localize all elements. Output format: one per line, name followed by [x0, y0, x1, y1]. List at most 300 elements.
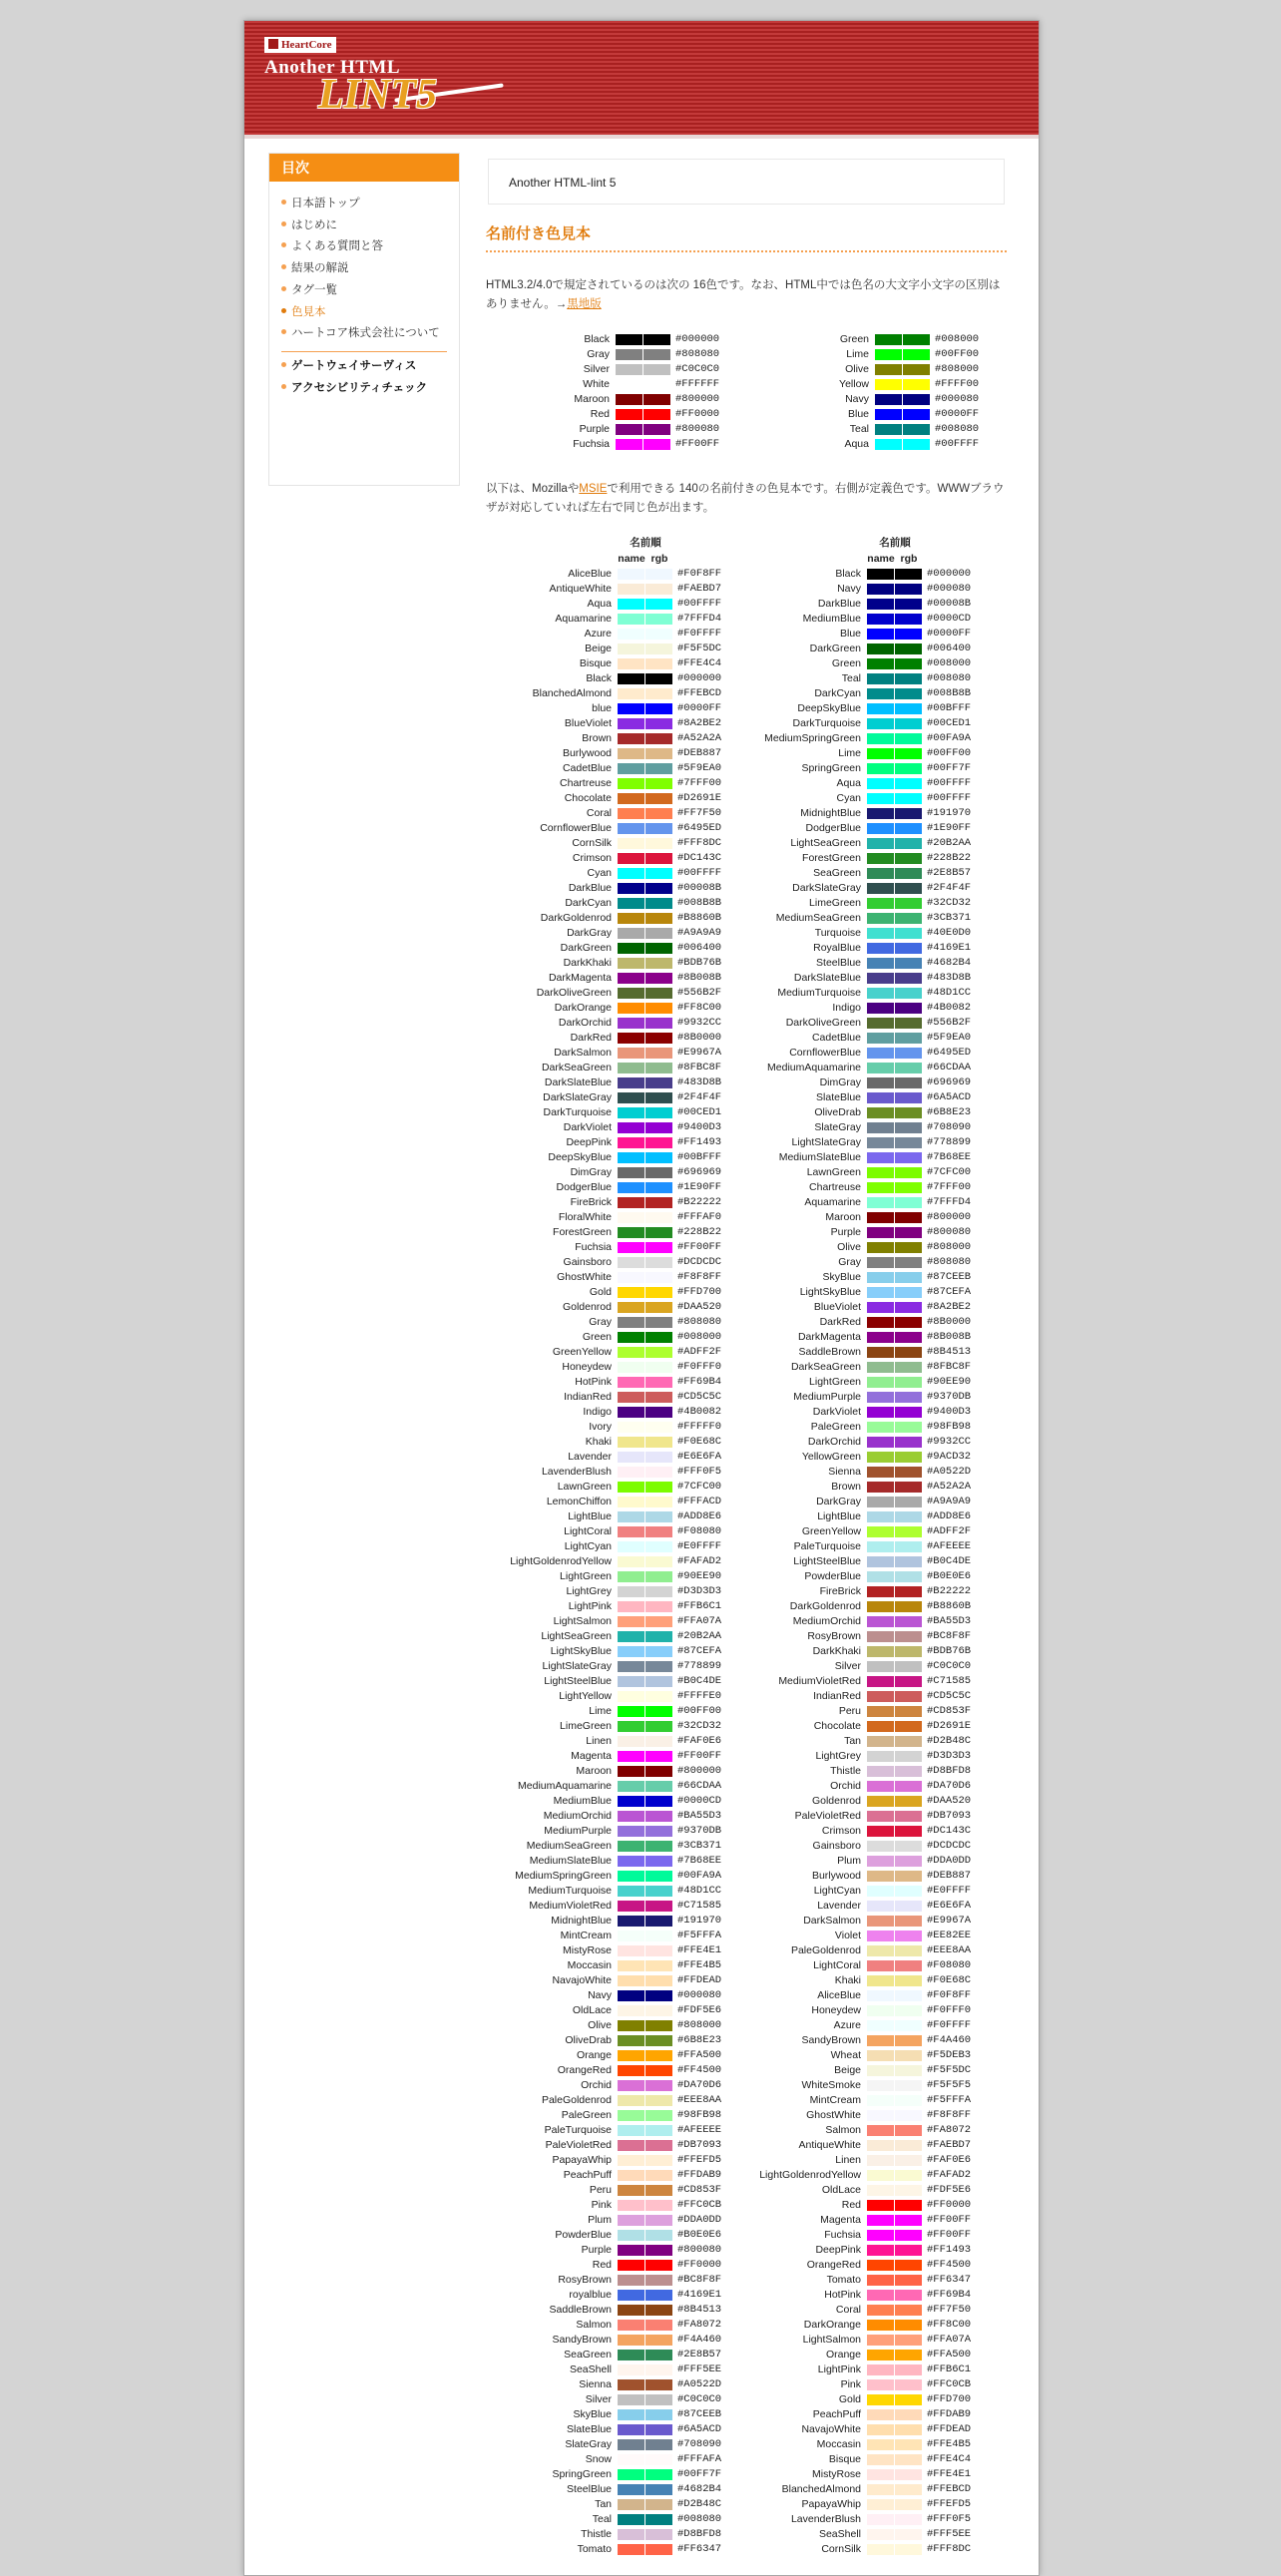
swatch-by-name	[618, 1644, 645, 1659]
swatch-by-rgb	[645, 582, 673, 597]
swatch-by-rgb	[895, 1779, 923, 1794]
color-name: LightGoldenrodYellow	[759, 2169, 861, 2181]
swatch-by-name	[867, 2093, 895, 2108]
color-row	[733, 2303, 971, 2318]
swatch-by-rgb	[645, 2138, 673, 2153]
color-hex: #FFFAFA	[677, 2453, 722, 2465]
color-row	[484, 1210, 721, 1225]
swatch	[895, 1257, 922, 1268]
swatch	[867, 1482, 894, 1493]
color-hex: #FF00FF	[677, 1750, 722, 1762]
swatch-by-name	[618, 1405, 645, 1420]
color-name: Goldenrod	[811, 1795, 861, 1807]
color-hex: #DAA520	[677, 1301, 722, 1313]
color-row	[484, 1704, 721, 1719]
swatch	[645, 1048, 672, 1059]
color-name: SkyBlue	[573, 2408, 612, 2420]
swatch	[867, 2350, 894, 2361]
color-row	[544, 392, 719, 407]
color-name: Chartreuse	[560, 777, 612, 789]
sidebar-item-japanese-top[interactable]: 日本語トップ	[281, 194, 459, 215]
swatch	[895, 1437, 922, 1448]
swatch-by-rgb	[895, 2437, 923, 2452]
swatch	[645, 1945, 672, 1956]
color-row	[484, 2168, 721, 2183]
swatch-by-rgb	[645, 2063, 673, 2078]
name-header: name	[867, 553, 895, 565]
color-hex: #C71585	[677, 1900, 722, 1912]
sidebar-item-introduction[interactable]: はじめに	[281, 215, 459, 237]
swatch-by-rgb	[645, 836, 673, 851]
swatch-by-rgb	[645, 2527, 673, 2542]
swatch	[895, 1197, 922, 1208]
color-name: PeachPuff	[812, 2408, 861, 2420]
sidebar-item-tag-list[interactable]: タグ一覧	[281, 280, 459, 302]
swatch	[645, 2439, 672, 2450]
swatch	[867, 1242, 894, 1253]
swatch-by-name	[867, 1061, 895, 1075]
swatch	[895, 1706, 922, 1717]
color-name: SaddleBrown	[549, 2304, 612, 2316]
color-name: DarkTurquoise	[543, 1106, 612, 1118]
swatch	[618, 1182, 644, 1193]
color-row	[733, 1016, 971, 1031]
swatch	[618, 1736, 644, 1747]
swatch-by-name	[867, 716, 895, 731]
color-name: DarkViolet	[812, 1406, 861, 1418]
color-name: YellowGreen	[801, 1451, 861, 1463]
swatch-by-name	[867, 896, 895, 911]
color-row	[733, 1899, 971, 1914]
swatch	[645, 599, 672, 610]
swatch-by-rgb	[645, 2407, 673, 2422]
color-row	[484, 1150, 721, 1165]
swatch-by-rgb	[903, 332, 931, 347]
swatch-by-name	[618, 1240, 645, 1255]
color-hex: #FFA500	[927, 2349, 972, 2361]
swatch	[618, 1122, 644, 1133]
swatch-by-rgb	[645, 2377, 673, 2392]
swatch	[895, 2020, 922, 2031]
color-row	[484, 1914, 721, 1929]
sidebar-item-about[interactable]: ハートコア株式会社について	[281, 323, 459, 345]
color-name: Gray	[589, 1316, 612, 1328]
swatch	[895, 1601, 922, 1612]
color-name: Navy	[837, 583, 861, 595]
swatch-by-name	[618, 1480, 645, 1495]
swatch-by-name	[618, 1435, 645, 1450]
color-name: DimGray	[570, 1166, 612, 1178]
color-hex: #DEB887	[927, 1870, 972, 1882]
color-row	[484, 642, 721, 656]
swatch-by-name	[867, 1943, 895, 1958]
color-hex: #2E8B57	[927, 867, 972, 879]
color-hex: #FF00FF	[677, 1241, 722, 1253]
color-hex: #FF69B4	[927, 2289, 972, 2301]
color-name: Gainsboro	[563, 1256, 612, 1268]
swatch-by-name	[867, 1031, 895, 1046]
swatch-by-rgb	[645, 2153, 673, 2168]
swatch-by-rgb	[645, 1495, 673, 1509]
swatch	[867, 1616, 894, 1627]
swatch	[895, 673, 922, 684]
color-row	[733, 1450, 971, 1465]
color-name: DarkGoldenrod	[540, 912, 612, 924]
swatch	[618, 1152, 644, 1163]
color-hex: #FF00FF	[927, 2214, 972, 2226]
color-hex: #FFA07A	[677, 1615, 722, 1627]
color-hex: #D2B48C	[677, 2498, 722, 2510]
swatch-by-name	[867, 1300, 895, 1315]
color-name: Thistle	[581, 2528, 612, 2540]
swatch-by-name	[867, 746, 895, 761]
swatch	[867, 2245, 894, 2256]
swatch-by-rgb	[645, 1854, 673, 1869]
swatch	[895, 913, 922, 924]
swatch-by-name	[867, 1734, 895, 1749]
color-row	[733, 1390, 971, 1405]
swatch	[616, 364, 642, 375]
swatch	[895, 2245, 922, 2256]
swatch	[645, 1317, 672, 1328]
swatch	[867, 599, 894, 610]
color-row	[484, 1420, 721, 1435]
swatch-by-name	[618, 1330, 645, 1345]
swatch	[895, 1916, 922, 1927]
color-hex: #9400D3	[677, 1121, 722, 1133]
swatch	[618, 1227, 644, 1238]
swatch-by-name	[867, 1435, 895, 1450]
color-row	[484, 1090, 721, 1105]
swatch	[895, 1497, 922, 1507]
site-lint-logo: LINT5	[318, 72, 437, 118]
color-hex: #0000CD	[927, 613, 972, 625]
color-hex: #778899	[927, 1136, 972, 1148]
color-name: Silver	[834, 1660, 861, 1672]
color-row	[484, 2228, 721, 2243]
swatch	[645, 1975, 672, 1986]
swatch	[645, 1482, 672, 1493]
sidebar-item-accessibility[interactable]: アクセシビリティチェック	[281, 378, 459, 400]
swatch	[645, 2125, 672, 2136]
color-hex: #FFC0CB	[677, 2199, 722, 2211]
swatch-by-rgb	[645, 1973, 673, 1988]
swatch-by-rgb	[895, 2527, 923, 2542]
color-name: Blue	[847, 408, 869, 420]
swatch	[645, 823, 672, 834]
swatch-by-rgb	[643, 362, 671, 377]
swatch	[645, 1212, 672, 1223]
swatch-by-rgb	[645, 1165, 673, 1180]
sidebar-services	[269, 356, 459, 399]
color-row	[793, 392, 979, 407]
color-row	[484, 656, 721, 671]
msie-link[interactable]: MSIE	[579, 483, 608, 495]
color-name: Lavender	[568, 1451, 612, 1463]
color-hex: #F0FFFF	[677, 628, 722, 640]
swatch	[895, 1392, 922, 1403]
swatch	[618, 778, 644, 789]
swatch-by-rgb	[645, 1225, 673, 1240]
swatch	[867, 1092, 894, 1103]
swatch-by-name	[618, 731, 645, 746]
swatch	[618, 2320, 644, 2331]
color-row	[733, 1180, 971, 1195]
swatch-by-rgb	[645, 597, 673, 612]
swatch	[867, 1197, 894, 1208]
color-name: PaleVioletRed	[545, 2139, 612, 2151]
swatch-by-name	[867, 2422, 895, 2437]
sidebar-divider	[281, 351, 447, 352]
swatch	[895, 2529, 922, 2540]
swatch-by-rgb	[895, 1629, 923, 1644]
swatch-by-name	[618, 1120, 645, 1135]
color-hex: #9932CC	[677, 1017, 722, 1029]
swatch-by-name	[867, 2392, 895, 2407]
color-hex: #778899	[677, 1660, 722, 1672]
swatch	[643, 409, 670, 420]
color-name: BlanchedAlmond	[781, 2483, 861, 2495]
color-name: Lime	[838, 747, 861, 759]
swatch	[895, 1886, 922, 1897]
swatch	[895, 928, 922, 939]
swatch-by-name	[867, 701, 895, 716]
swatch	[643, 334, 670, 345]
color-hex: #D8BFD8	[677, 2528, 722, 2540]
sidebar-item-gateway[interactable]: ゲートウェイサーヴィス	[281, 356, 459, 378]
swatch-by-rgb	[895, 761, 923, 776]
swatch-by-rgb	[903, 407, 931, 422]
swatch	[895, 2200, 922, 2211]
named-intro-text1: 以下は、Mozillaや	[486, 483, 580, 495]
swatch-by-name	[867, 2377, 895, 2392]
swatch	[645, 569, 672, 580]
color-hex: #66CDAA	[927, 1062, 972, 1073]
swatch-by-rgb	[895, 1509, 923, 1524]
swatch	[867, 868, 894, 879]
color-name: Maroon	[576, 1765, 612, 1777]
swatch-by-name	[867, 1001, 895, 1016]
color-row	[484, 627, 721, 642]
sidebar-heading: 目次	[269, 154, 459, 182]
swatch-by-name	[618, 2407, 645, 2422]
color-name: Orchid	[830, 1780, 861, 1792]
swatch-by-name	[618, 1854, 645, 1869]
swatch	[903, 439, 930, 450]
swatch-by-name	[618, 1973, 645, 1988]
color-row	[733, 1046, 971, 1061]
color-row	[733, 2318, 971, 2333]
color-name: Tan	[844, 1735, 861, 1747]
swatch-by-name	[618, 1195, 645, 1210]
swatch-by-rgb	[645, 1554, 673, 1569]
color-name: PeachPuff	[563, 2169, 612, 2181]
color-name: LightSalmon	[553, 1615, 612, 1627]
swatch	[895, 733, 922, 744]
color-hex: #87CEEB	[927, 1271, 972, 1283]
swatch	[645, 1990, 672, 2001]
color-name: Peru	[589, 2184, 612, 2196]
color-hex: #1E90FF	[927, 822, 972, 834]
swatch	[645, 1676, 672, 1687]
color-name: AntiqueWhite	[549, 583, 612, 595]
color-hex: #F5F5F5	[927, 2079, 972, 2091]
sidebar-item-results[interactable]: 結果の解説	[281, 258, 459, 280]
swatch	[867, 1586, 894, 1597]
swatch-by-name	[867, 1749, 895, 1764]
swatch-by-name	[616, 437, 643, 452]
color-name: DarkOrchid	[807, 1436, 861, 1448]
color-row	[733, 1539, 971, 1554]
swatch	[867, 2125, 894, 2136]
color-hex: #B22222	[927, 1585, 972, 1597]
color-name: Olive	[845, 363, 869, 375]
color-hex: #7CFC00	[677, 1481, 722, 1493]
swatch	[618, 883, 644, 894]
swatch-by-name	[867, 881, 895, 896]
swatch-by-name	[618, 2437, 645, 2452]
swatch-by-rgb	[895, 1195, 923, 1210]
swatch-by-name	[618, 1345, 645, 1360]
color-name: LightSteelBlue	[544, 1675, 612, 1687]
swatch-by-rgb	[895, 1719, 923, 1734]
swatch-by-rgb	[645, 1090, 673, 1105]
swatch-by-rgb	[645, 1240, 673, 1255]
color-hex: #F0F8FF	[677, 568, 722, 580]
color-name: GhostWhite	[557, 1271, 612, 1283]
color-hex: #FFB6C1	[927, 2363, 972, 2375]
swatch-by-rgb	[645, 2288, 673, 2303]
color-row	[484, 2362, 721, 2377]
swatch	[867, 1107, 894, 1118]
swatch-by-name	[618, 1824, 645, 1839]
color-row	[733, 2497, 971, 2512]
color-row	[733, 1614, 971, 1629]
swatch	[618, 599, 644, 610]
swatch	[618, 2484, 644, 2495]
color-name: DodgerBlue	[556, 1181, 612, 1193]
swatch	[618, 1990, 644, 2001]
swatch	[895, 1137, 922, 1148]
header-row	[484, 535, 721, 551]
color-name: CornflowerBlue	[540, 822, 612, 834]
color-row	[733, 1150, 971, 1165]
swatch-by-name	[867, 1644, 895, 1659]
color-row	[484, 1614, 721, 1629]
swatch	[895, 1511, 922, 1522]
swatch-by-name	[867, 1899, 895, 1914]
color-hex: #7FFF00	[677, 777, 722, 789]
swatch	[867, 2020, 894, 2031]
header-spacer	[733, 535, 867, 551]
swatch-by-name	[618, 1375, 645, 1390]
swatch	[895, 1990, 922, 2001]
swatch	[895, 1317, 922, 1328]
color-name: DarkSeaGreen	[790, 1361, 861, 1373]
swatch	[618, 913, 644, 924]
swatch-by-rgb	[645, 1330, 673, 1345]
color-name: Linen	[835, 2154, 861, 2166]
color-hex: #FAFAD2	[677, 1555, 722, 1567]
color-hex: #B8860B	[677, 912, 722, 924]
color-name: PaleGoldenrod	[790, 1944, 861, 1956]
swatch	[903, 424, 930, 435]
color-row	[733, 776, 971, 791]
swatch	[867, 913, 894, 924]
swatch	[867, 2290, 894, 2301]
swatch-by-name	[618, 1135, 645, 1150]
color-name: Khaki	[585, 1436, 612, 1448]
swatch	[867, 1826, 894, 1837]
basic-colors-left	[544, 332, 719, 452]
swatch-by-rgb	[895, 1255, 923, 1270]
swatch-by-rgb	[643, 392, 671, 407]
color-name: DeepPink	[815, 2244, 861, 2256]
color-row	[733, 2003, 971, 2018]
color-hex: #ADFF2F	[677, 1346, 722, 1358]
color-name: DarkMagenta	[548, 972, 612, 984]
color-hex: #00008B	[677, 882, 722, 894]
color-name: DarkSlateBlue	[793, 972, 861, 984]
swatch-by-name	[618, 716, 645, 731]
swatch	[645, 733, 672, 744]
swatch	[867, 1811, 894, 1822]
color-row	[484, 582, 721, 597]
swatch	[618, 1811, 644, 1822]
swatch	[867, 1661, 894, 1672]
swatch-by-rgb	[895, 1330, 923, 1345]
heartcore-logo[interactable]	[264, 37, 336, 53]
sidebar-item-faq[interactable]: よくある質問と答	[281, 236, 459, 258]
swatch	[618, 1871, 644, 1882]
color-row	[484, 2063, 721, 2078]
color-hex: #228B22	[677, 1226, 722, 1238]
swatch-by-rgb	[645, 986, 673, 1001]
color-row	[484, 1046, 721, 1061]
color-hex: #BDB76B	[677, 957, 722, 969]
color-name: OliveDrab	[814, 1106, 861, 1118]
swatch-by-rgb	[645, 2243, 673, 2258]
color-name: DarkOliveGreen	[785, 1017, 861, 1029]
color-row	[733, 971, 971, 986]
color-name: LightSlateGray	[542, 1660, 612, 1672]
color-name: Magenta	[571, 1750, 612, 1762]
color-row	[484, 2258, 721, 2273]
color-hex: #483D8B	[927, 972, 972, 984]
color-hex: #7FFFD4	[927, 1196, 972, 1208]
swatch	[618, 1751, 644, 1762]
header-spacer	[923, 535, 971, 551]
swatch	[645, 958, 672, 969]
swatch	[618, 1407, 644, 1418]
swatch-by-rgb	[895, 1869, 923, 1884]
color-row	[733, 701, 971, 716]
color-name: Fuchsia	[573, 438, 610, 450]
swatch	[895, 1452, 922, 1463]
swatch	[867, 703, 894, 714]
color-row	[484, 1794, 721, 1809]
swatch-by-name	[867, 1764, 895, 1779]
swatch	[867, 2305, 894, 2316]
dark-version-link[interactable]: 黒地版	[567, 298, 602, 310]
color-row	[733, 2437, 971, 2452]
swatch	[643, 439, 670, 450]
sidebar-item-color-samples[interactable]: 色見本	[281, 302, 459, 324]
color-name: SlateGray	[565, 2438, 612, 2450]
swatch	[903, 334, 930, 345]
swatch-by-name	[867, 2153, 895, 2168]
swatch-by-name	[867, 1854, 895, 1869]
